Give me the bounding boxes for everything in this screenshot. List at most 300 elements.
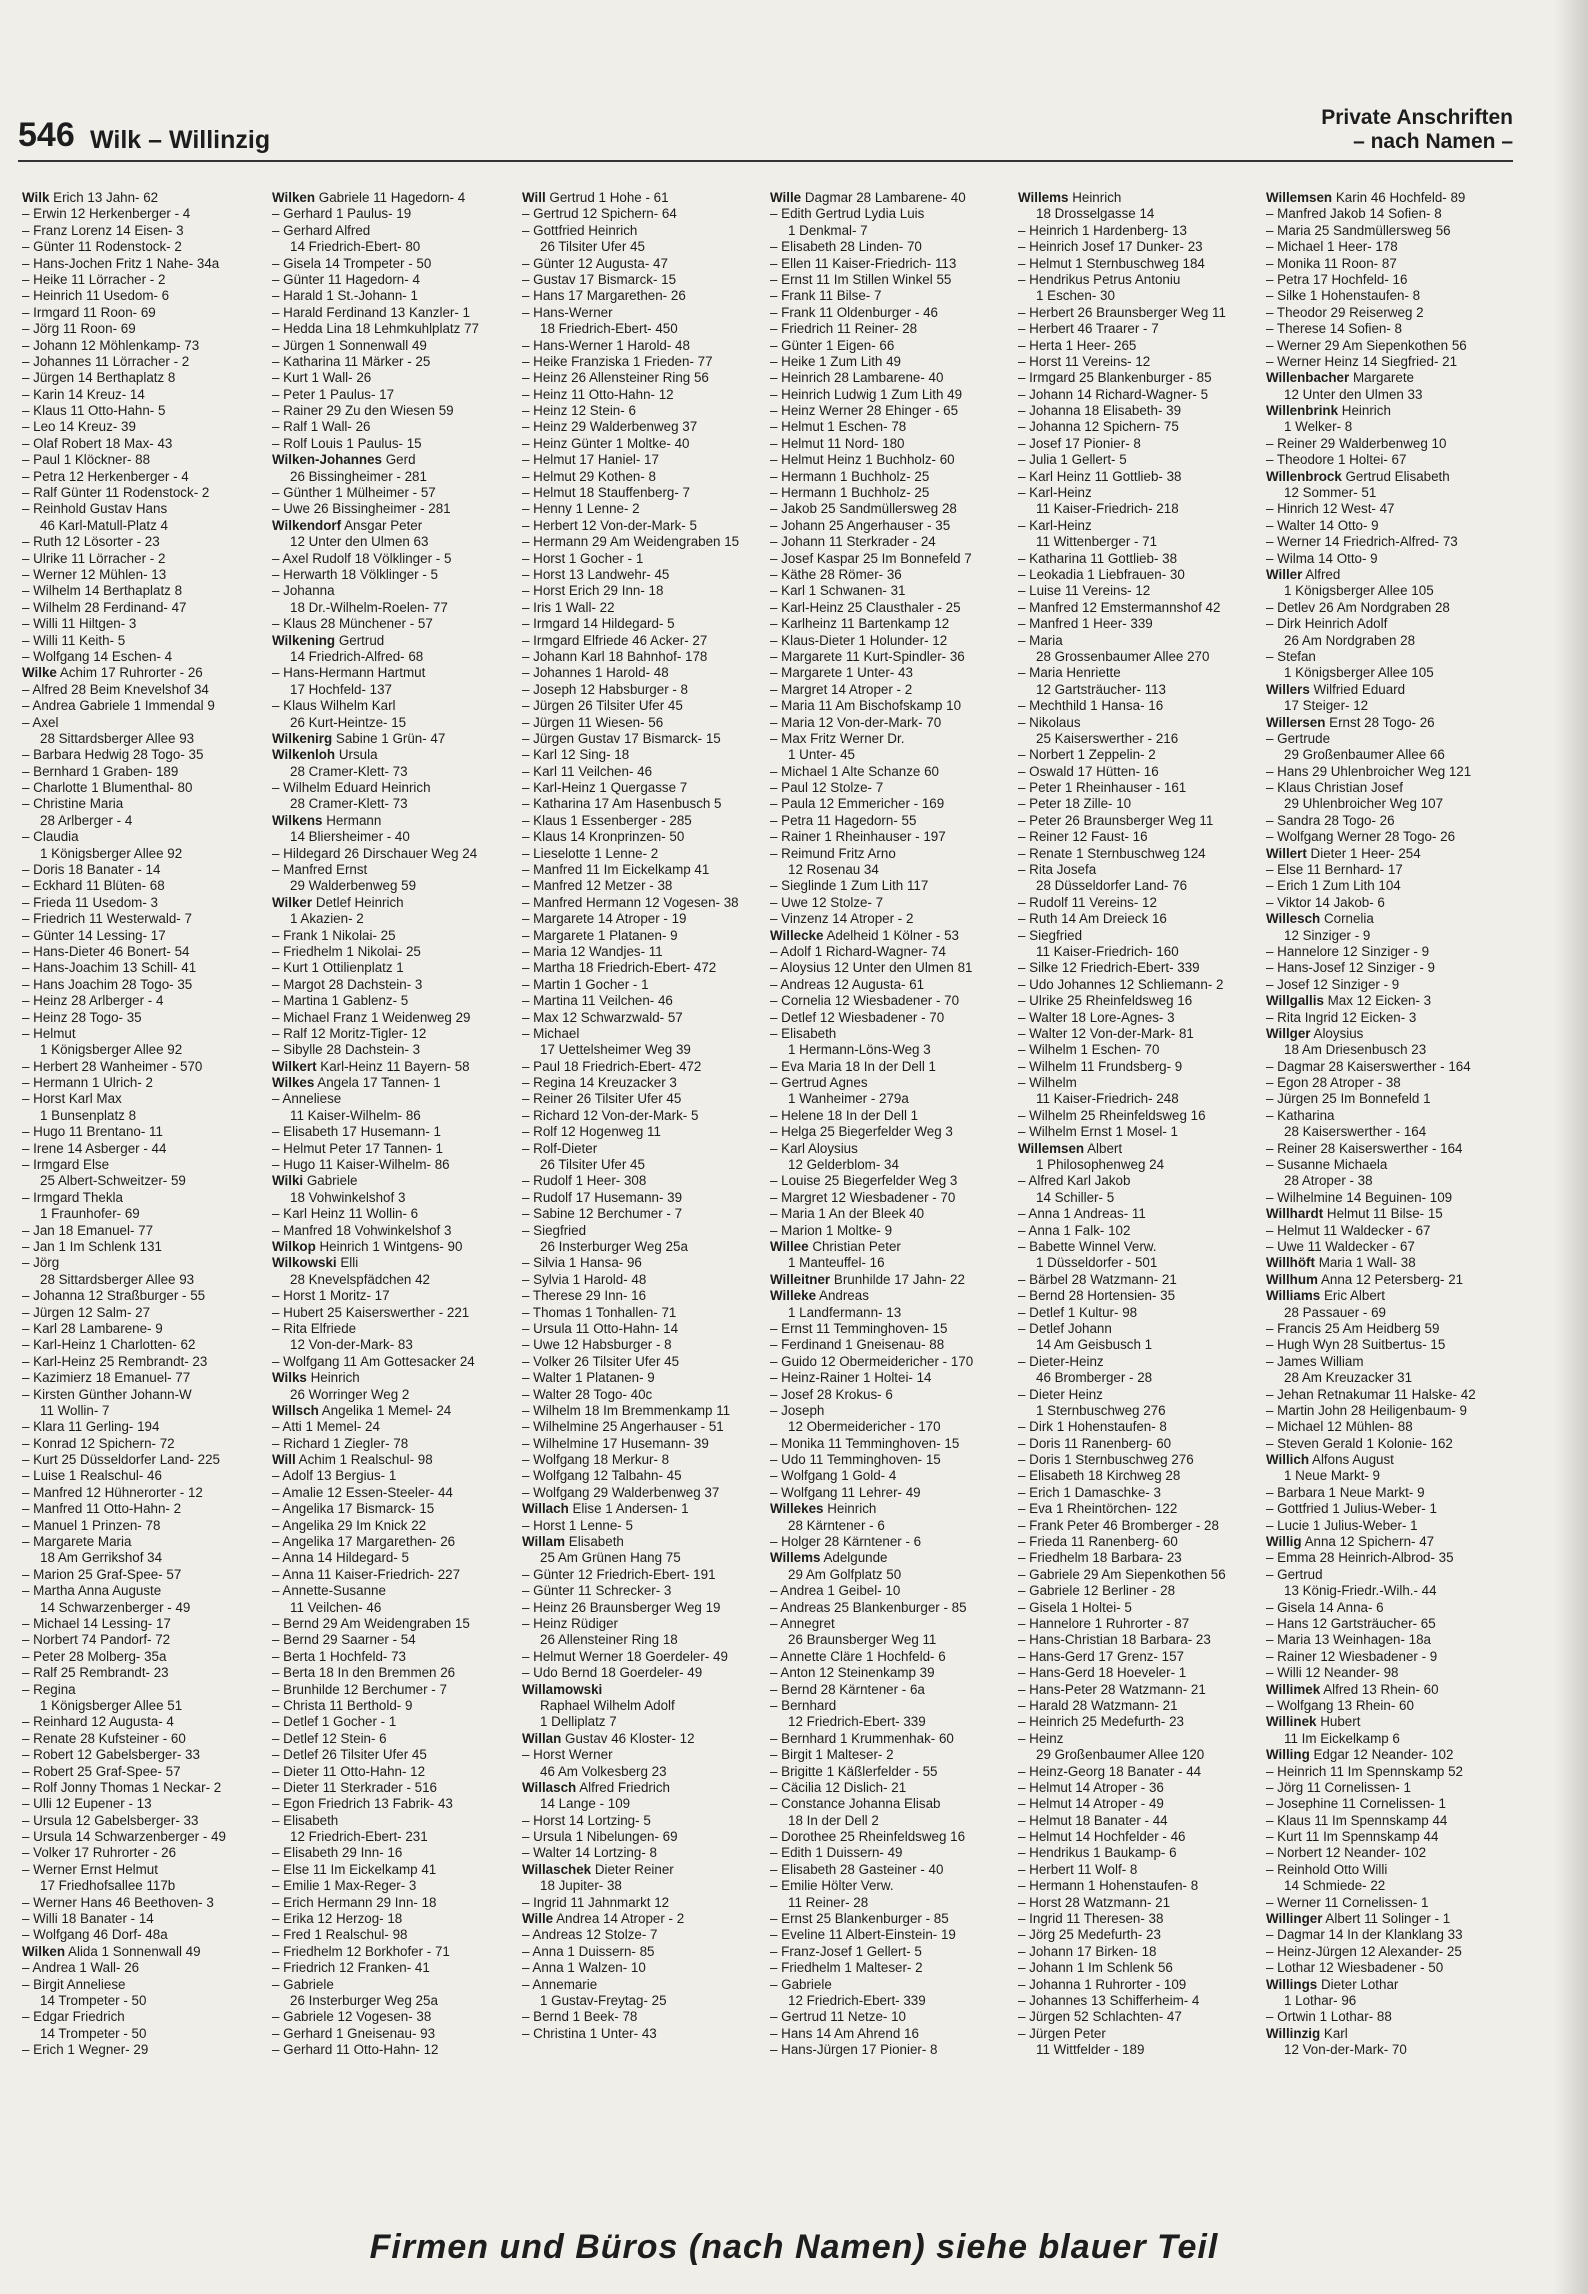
entry-text: – Brunhilde 12 Berchumer - 7	[272, 1681, 447, 1697]
entry-text: – Maria 12 Wandjes- 11	[522, 943, 663, 959]
surname: Wille	[770, 190, 802, 205]
entry-text: – Dieter 11 Otto-Hahn- 12	[272, 1763, 426, 1779]
directory-entry	[1266, 370, 1506, 386]
directory-entry	[272, 1255, 512, 1271]
directory-entry	[1266, 1370, 1506, 1386]
directory-entry	[1018, 1698, 1258, 1714]
directory-entry	[770, 649, 1010, 665]
directory-entry	[1018, 780, 1258, 796]
directory-entry	[272, 1288, 512, 1304]
directory-entry	[22, 1173, 262, 1189]
directory-entry	[272, 1911, 512, 1927]
directory-entry	[22, 2042, 262, 2058]
entry-text: – Detlef 1 Gocher - 1	[272, 1714, 397, 1730]
entry-text: 11 Wollin- 7	[40, 1402, 110, 1418]
directory-entry	[22, 1108, 262, 1124]
directory-entry	[1266, 928, 1506, 944]
directory-entry	[1266, 1665, 1506, 1681]
entry-text: – Heinz 26 Braunsberger Weg 19	[522, 1599, 721, 1615]
entry-text: – Rudolf 11 Vereins- 12	[1018, 894, 1157, 910]
entry-text: – Elisabeth	[770, 1025, 837, 1041]
entry-text: – Dirk 1 Hohenstaufen- 8	[1018, 1419, 1167, 1435]
entry-text: – Herbert 28 Wanheimer - 570	[22, 1058, 203, 1074]
entry-text: – Emma 28 Heinrich-Albrod- 35	[1266, 1550, 1454, 1566]
entry-text: – Karl 1 Schwanen- 31	[770, 583, 906, 599]
directory-entry	[770, 1518, 1010, 1534]
directory-entry	[770, 239, 1010, 255]
entry-text: – Jörg	[22, 1255, 60, 1271]
directory-entry	[1018, 1157, 1258, 1173]
entry-text: – Frank 1 Nikolai- 25	[272, 927, 396, 943]
directory-entry	[22, 1239, 262, 1255]
entry-text: – Dirk Heinrich Adolf	[1266, 616, 1388, 632]
entry-text: 1 Neue Markt- 9	[1284, 1468, 1381, 1484]
entry-text: – Rolf Jonny Thomas 1 Neckar- 2	[22, 1779, 222, 1795]
entry-text: – Ulli 12 Eupener - 13	[22, 1796, 152, 1812]
header-rule	[18, 160, 1513, 162]
directory-entry	[522, 1255, 762, 1271]
entry-text: – Karl 11 Veilchen- 46	[522, 763, 653, 779]
entry-text: – Klaus-Dieter 1 Holunder- 12	[770, 632, 948, 648]
entry-text: Anna 12 Spichern- 47	[1304, 1534, 1435, 1550]
directory-entry	[1266, 1796, 1506, 1812]
entry-text: 12 Sommer- 51	[1284, 485, 1377, 501]
directory-entry	[770, 1075, 1010, 1091]
entry-text: – Helmut 17 Haniel- 17	[522, 452, 659, 468]
directory-entry	[22, 1845, 262, 1861]
directory-entry	[522, 1337, 762, 1353]
entry-text: – Emilie Hölter Verw.	[770, 1878, 894, 1894]
entry-text: – Andreas 12 Augusta- 61	[770, 976, 925, 992]
directory-entry	[770, 2009, 1010, 2025]
entry-text: – Joseph	[770, 1402, 825, 1418]
entry-text: – Werner 12 Mühlen- 13	[22, 566, 167, 582]
entry-text: 18 Am Gerrikshof 34	[40, 1550, 163, 1566]
directory-entry	[522, 1059, 762, 1075]
entry-text: – Manfred Hermann 12 Vogesen- 38	[522, 894, 739, 910]
directory-entry	[1266, 1960, 1506, 1976]
surname: Willinzig	[1266, 2025, 1321, 2041]
entry-text: – Jörg 11 Roon- 69	[22, 321, 136, 337]
directory-entry	[22, 1485, 262, 1501]
entry-text: 26 Worringer Weg 2	[290, 1386, 410, 1402]
entry-text: – Hugh Wyn 28 Suitbertus- 15	[1266, 1337, 1446, 1353]
directory-entry	[1018, 1026, 1258, 1042]
directory-entry	[272, 403, 512, 419]
directory-entry	[22, 501, 262, 517]
directory-entry	[272, 1977, 512, 1993]
directory-entry	[770, 583, 1010, 599]
entry-text: – Egon 28 Atroper - 38	[1266, 1075, 1401, 1091]
entry-text: – Frank 11 Bilse- 7	[770, 288, 882, 304]
entry-text: – Iris 1 Wall- 22	[522, 599, 615, 615]
surname: Willan	[522, 1730, 562, 1746]
directory-entry	[272, 1780, 512, 1796]
entry-text: – Klaus 28 Münchener - 57	[272, 616, 433, 632]
directory-entry	[522, 272, 762, 288]
surname: Williams	[1266, 1288, 1321, 1304]
directory-entry	[1266, 1272, 1506, 1288]
entry-text: – Paul 1 Klöckner- 88	[22, 452, 151, 468]
directory-entry	[770, 206, 1010, 222]
directory-entry	[22, 1796, 262, 1812]
entry-text: 1 Sternbuschweg 276	[1036, 1402, 1166, 1418]
entry-text: – Edgar Friedrich	[22, 2009, 125, 2025]
entry-text: – Wilhelmine 17 Husemann- 39	[522, 1435, 709, 1451]
directory-entry	[522, 616, 762, 632]
directory-entry	[522, 846, 762, 862]
entry-text: – Johann 14 Richard-Wagner- 5	[1018, 386, 1209, 402]
entry-text: – Maria	[1018, 632, 1063, 648]
directory-entry	[1018, 1108, 1258, 1124]
directory-entry	[1018, 1485, 1258, 1501]
entry-text: 11 Wittfelder - 189	[1036, 2042, 1145, 2058]
directory-entry	[272, 1714, 512, 1730]
directory-entry	[1018, 1895, 1258, 1911]
directory-entry	[1018, 747, 1258, 763]
directory-entry	[1266, 1649, 1506, 1665]
entry-text: – Klaus Christian Josef	[1266, 780, 1403, 796]
entry-text: – Heike 11 Lörracher - 2	[22, 271, 166, 287]
directory-entry	[1018, 1550, 1258, 1566]
directory-entry	[272, 1649, 512, 1665]
entry-text: – Helene 18 In der Dell 1	[770, 1107, 919, 1123]
directory-entry	[272, 1305, 512, 1321]
entry-text: – Martha Anna Auguste	[22, 1583, 162, 1599]
entry-text: 28 Grossenbaumer Allee 270	[1036, 648, 1210, 664]
entry-text: 18 Am Driesenbusch 23	[1284, 1042, 1427, 1058]
directory-entry	[1266, 583, 1506, 599]
entry-text: – Axel	[22, 714, 59, 730]
directory-entry	[522, 551, 762, 567]
directory-entry	[770, 633, 1010, 649]
directory-entry	[272, 1157, 512, 1173]
directory-entry	[1018, 698, 1258, 714]
directory-entry	[272, 1370, 512, 1386]
entry-text: – Regina 14 Kreuzacker 3	[522, 1075, 677, 1091]
entry-text: – Gottfried 1 Julius-Weber- 1	[1266, 1501, 1437, 1517]
entry-text: 11 Kaiser-Friedrich- 160	[1036, 943, 1179, 959]
entry-text: – Bernhard	[770, 1697, 837, 1713]
entry-text: – Heinz 26 Allensteiner Ring 56	[522, 370, 709, 386]
directory-entry	[1266, 1518, 1506, 1534]
directory-entry	[522, 1321, 762, 1337]
entry-text: – Wilhelm 11 Frundsberg- 9	[1018, 1058, 1183, 1074]
surname: Wilkowski	[272, 1255, 337, 1271]
directory-entry	[522, 1764, 762, 1780]
directory-entry	[770, 715, 1010, 731]
directory-entry	[522, 190, 762, 206]
entry-text: – Katharina 11 Gottlieb- 38	[1018, 550, 1178, 566]
directory-entry	[1266, 862, 1506, 878]
entry-text: Elli	[340, 1255, 359, 1271]
directory-entry	[22, 1452, 262, 1468]
entry-text: – Jürgen 11 Wiesen- 56	[522, 714, 664, 730]
entry-text: Adelgunde	[823, 1550, 888, 1566]
entry-text: – Luise 11 Vereins- 12	[1018, 583, 1151, 599]
entry-text: – Walter 1 Platanen- 9	[522, 1370, 655, 1386]
entry-text: – Willi 11 Keith- 5	[22, 632, 126, 648]
directory-entry	[522, 1124, 762, 1140]
entry-text: – Paul 18 Friedrich-Ebert- 472	[522, 1058, 702, 1074]
entry-text: – Herbert 12 Von-der-Mark- 5	[522, 517, 697, 533]
directory-entry	[22, 370, 262, 386]
entry-text: 25 Am Grünen Hang 75	[540, 1550, 681, 1566]
directory-entry	[1018, 1829, 1258, 1845]
entry-text: – Horst Erich 29 Inn- 18	[522, 583, 664, 599]
directory-entry	[1266, 1190, 1506, 1206]
directory-entry	[272, 1501, 512, 1517]
surname: Wilken-Johannes	[272, 452, 383, 468]
entry-text: Brunhilde 17 Jahn- 22	[833, 1271, 965, 1287]
directory-entry	[22, 665, 262, 681]
entry-text: – Friedhelm 12 Borkhofer - 71	[272, 1943, 450, 1959]
entry-text: – Hans-Gerd 18 Hoeveler- 1	[1018, 1665, 1187, 1681]
section-title-line1: Private Anschriften	[1321, 106, 1513, 129]
directory-entry	[272, 2026, 512, 2042]
entry-text: 26 Insterburger Weg 25a	[290, 1992, 438, 2008]
column-3	[522, 190, 762, 2190]
entry-text: – Gottfried Heinrich	[522, 222, 638, 238]
directory-entry	[770, 1387, 1010, 1403]
directory-entry	[272, 1813, 512, 1829]
entry-text: – Helmut 29 Kothen- 8	[522, 468, 656, 484]
entry-text: Gabriele 11 Hagedorn- 4	[318, 190, 466, 205]
entry-text: – Wilhelm Ernst 1 Mosel- 1	[1018, 1124, 1178, 1140]
directory-entry	[770, 1944, 1010, 1960]
entry-text: 1 Manteuffel- 16	[788, 1255, 885, 1271]
directory-entry	[770, 1108, 1010, 1124]
entry-text: – Ursula 12 Gabelsberger- 33	[22, 1812, 199, 1828]
directory-entry	[22, 288, 262, 304]
entry-text: – Margarete 1 Unter- 43	[770, 665, 913, 681]
directory-entry	[770, 1977, 1010, 1993]
directory-entry	[22, 616, 262, 632]
entry-text: – Siegfried	[522, 1222, 587, 1238]
entry-text: 14 Friedrich-Ebert- 80	[290, 239, 421, 255]
directory-entry	[272, 1206, 512, 1222]
directory-entry	[522, 1649, 762, 1665]
directory-entry	[522, 419, 762, 435]
entry-text: – Günter 14 Lessing- 17	[22, 927, 166, 943]
directory-entry	[522, 223, 762, 239]
directory-entry	[1266, 1698, 1506, 1714]
surname: Willich	[1266, 1452, 1310, 1468]
entry-text: 11 Kaiser-Wilhelm- 86	[290, 1107, 421, 1123]
directory-entry	[272, 1321, 512, 1337]
directory-entry	[272, 747, 512, 763]
directory-entry	[272, 2009, 512, 2025]
entry-text: – Rainer 1 Rheinhauser - 197	[770, 829, 946, 845]
entry-text: – Elisabeth 29 Inn- 16	[272, 1845, 403, 1861]
entry-text: – Helmut 1 Sternbuschweg 184	[1018, 255, 1205, 271]
footer-note: Firmen und Büros (nach Namen) siehe blauer Teil	[369, 2228, 1219, 2266]
entry-text: – Walter 12 Von-der-Mark- 81	[1018, 1025, 1194, 1041]
entry-text: – Hannelore 12 Sinziger - 9	[1266, 943, 1430, 959]
entry-text: 26 Kurt-Heintze- 15	[290, 714, 407, 730]
entry-text: Ansgar Peter	[344, 517, 423, 533]
directory-entry	[522, 895, 762, 911]
entry-text: – Gertrud 12 Spichern- 64	[522, 206, 677, 222]
entry-text: – Irmgard Else	[22, 1157, 110, 1173]
directory-entry	[1018, 1665, 1258, 1681]
directory-entry	[1018, 2042, 1258, 2058]
directory-entry	[22, 452, 262, 468]
entry-text: – Siegfried	[1018, 927, 1083, 943]
directory-entry	[1018, 1927, 1258, 1943]
directory-entry	[22, 551, 262, 567]
entry-text: – Detlef Johann	[1018, 1320, 1112, 1336]
entry-text: – Hans-Werner	[522, 304, 613, 320]
directory-entry	[272, 1387, 512, 1403]
surname: Wilk	[22, 190, 50, 205]
entry-text: – Sieglinde 1 Zum Lith 117	[770, 878, 929, 894]
entry-text: – Jürgen 25 Im Bonnefeld 1	[1266, 1091, 1431, 1107]
directory-entry	[1266, 1534, 1506, 1550]
directory-entry	[272, 1190, 512, 1206]
directory-entry	[1018, 305, 1258, 321]
directory-entry	[22, 960, 262, 976]
directory-entry	[1018, 878, 1258, 894]
directory-entry	[272, 649, 512, 665]
entry-text: – Louise 25 Biegerfelder Weg 3	[770, 1173, 958, 1189]
entry-text: – Helmut Werner 18 Goerdeler- 49	[522, 1648, 728, 1664]
directory-entry	[770, 1993, 1010, 2009]
directory-entry	[272, 1845, 512, 1861]
entry-text: – Berta 18 In den Bremmen 26	[272, 1665, 456, 1681]
entry-text: – Manfred 18 Vohwinkelshof 3	[272, 1222, 452, 1238]
entry-text: Helmut 11 Bilse- 15	[1326, 1206, 1443, 1222]
entry-text: – Klaus 11 Otto-Hahn- 5	[22, 403, 166, 419]
entry-text: – Doris 1 Sternbuschweg 276	[1018, 1452, 1194, 1468]
entry-text: – Therese 14 Sofien- 8	[1266, 321, 1402, 337]
directory-entry	[1266, 2026, 1506, 2042]
directory-entry	[1018, 206, 1258, 222]
directory-entry	[1266, 1436, 1506, 1452]
directory-entry	[1266, 1206, 1506, 1222]
entry-text: – Ruth 12 Lösorter - 23	[22, 534, 160, 550]
directory-entry	[22, 1583, 262, 1599]
entry-text: – Reiner 28 Kaiserswerther - 164	[1266, 1140, 1463, 1156]
directory-entry	[272, 698, 512, 714]
directory-entry	[1018, 1780, 1258, 1796]
directory-entry	[770, 190, 1010, 206]
directory-entry	[272, 895, 512, 911]
entry-text: – Ingrid 11 Theresen- 38	[1018, 1911, 1164, 1927]
directory-entry	[770, 2042, 1010, 2058]
directory-entry	[1018, 846, 1258, 862]
entry-text: – Lucie 1 Julius-Weber- 1	[1266, 1517, 1418, 1533]
entry-text: – Detlef 1 Kultur- 98	[1018, 1304, 1138, 1320]
entry-text: – Manfred 12 Hühnerorter - 12	[22, 1484, 203, 1500]
entry-text: – Gabriele	[770, 1976, 832, 1992]
entry-text: – Käthe 28 Römer- 36	[770, 566, 902, 582]
directory-entry	[22, 567, 262, 583]
entry-text: – Reiner 12 Faust- 16	[1018, 829, 1148, 845]
directory-entry	[522, 1796, 762, 1812]
entry-text: – Heinrich 25 Medefurth- 23	[1018, 1714, 1184, 1730]
directory-entry	[272, 288, 512, 304]
entry-text: – Wilhelmine 25 Angerhauser - 51	[522, 1419, 724, 1435]
entry-text: 12 Unter den Ulmen 63	[290, 534, 429, 550]
entry-text: – Klara 11 Gerling- 194	[22, 1419, 160, 1435]
surname: Willers	[1266, 681, 1310, 697]
entry-text: 1 Hermann-Löns-Weg 3	[788, 1042, 931, 1058]
directory-entry	[22, 1862, 262, 1878]
directory-entry	[770, 911, 1010, 927]
entry-text: – Hans-Dieter 46 Bonert- 54	[22, 943, 190, 959]
directory-entry	[770, 1436, 1010, 1452]
entry-text: – Bernd 1 Beek- 78	[522, 2009, 638, 2025]
directory-entry	[22, 1141, 262, 1157]
directory-entry	[272, 1403, 512, 1419]
entry-text: – Theodore 1 Holtei- 67	[1266, 452, 1407, 468]
entry-text: – Jürgen 26 Tilsiter Ufer 45	[522, 698, 683, 714]
entry-text: – Johann 11 Sterkrader - 24	[770, 534, 936, 550]
entry-text: Gertrud 1 Hohe - 61	[549, 190, 669, 205]
entry-text: – Eva Maria 18 In der Dell 1	[770, 1058, 936, 1074]
directory-entry	[522, 1747, 762, 1763]
entry-text: – Frank 11 Oldenburger - 46	[770, 304, 938, 320]
entry-text: – Birgit 1 Malteser- 2	[770, 1747, 894, 1763]
entry-text: 1 Fraunhofer- 69	[40, 1206, 140, 1222]
directory-entry	[22, 583, 262, 599]
directory-entry	[22, 1059, 262, 1075]
entry-text: – Hans-Jochen Fritz 1 Nahe- 34a	[22, 255, 220, 271]
directory-entry	[770, 1091, 1010, 1107]
entry-text: – Maria 11 Am Bischofskamp 10	[770, 698, 962, 714]
entry-text: – Irmgard 25 Blankenburger - 85	[1018, 370, 1212, 386]
directory-entry	[1266, 1403, 1506, 1419]
directory-entry	[1266, 485, 1506, 501]
entry-text: – Jörg 11 Cornelissen- 1	[1266, 1779, 1411, 1795]
directory-entry	[522, 1042, 762, 1058]
directory-entry	[1266, 649, 1506, 665]
entry-text: Heinrich	[827, 1501, 877, 1517]
directory-entry	[1018, 977, 1258, 993]
directory-entry	[522, 911, 762, 927]
entry-text: – Johann 25 Angerhauser - 35	[770, 517, 951, 533]
directory-entry	[770, 1452, 1010, 1468]
directory-entry	[22, 239, 262, 255]
directory-entry	[770, 1141, 1010, 1157]
directory-entry	[770, 1239, 1010, 1255]
entry-text: – Manfred 12 Metzer - 38	[522, 878, 673, 894]
surname: Willhardt	[1266, 1206, 1324, 1222]
surname: Willems	[1018, 190, 1069, 205]
directory-entry	[1266, 436, 1506, 452]
entry-text: – Rita Josefa	[1018, 862, 1097, 878]
entry-text: – Anneliese	[272, 1091, 342, 1107]
entry-text: – Olaf Robert 18 Max- 43	[22, 435, 173, 451]
directory-entry	[1266, 1845, 1506, 1861]
directory-entry	[22, 1387, 262, 1403]
entry-text: – Ernst 11 Im Stillen Winkel 55	[770, 271, 952, 287]
directory-entry	[1018, 1632, 1258, 1648]
directory-entry	[1266, 715, 1506, 731]
entry-text: – Reinhold Otto Willi	[1266, 1861, 1388, 1877]
entry-text: – Andreas 25 Blankenburger - 85	[770, 1599, 967, 1615]
directory-entry	[1266, 1895, 1506, 1911]
directory-entry	[22, 731, 262, 747]
entry-text: – Irmgard Elfriede 46 Acker- 27	[522, 632, 708, 648]
entry-text: – Peter 1 Rheinhauser - 161	[1018, 780, 1187, 796]
directory-entry	[522, 1878, 762, 1894]
entry-text: – Wolfgang 1 Gold- 4	[770, 1468, 897, 1484]
directory-entry	[22, 403, 262, 419]
directory-entry	[1266, 387, 1506, 403]
directory-entry	[272, 190, 512, 206]
